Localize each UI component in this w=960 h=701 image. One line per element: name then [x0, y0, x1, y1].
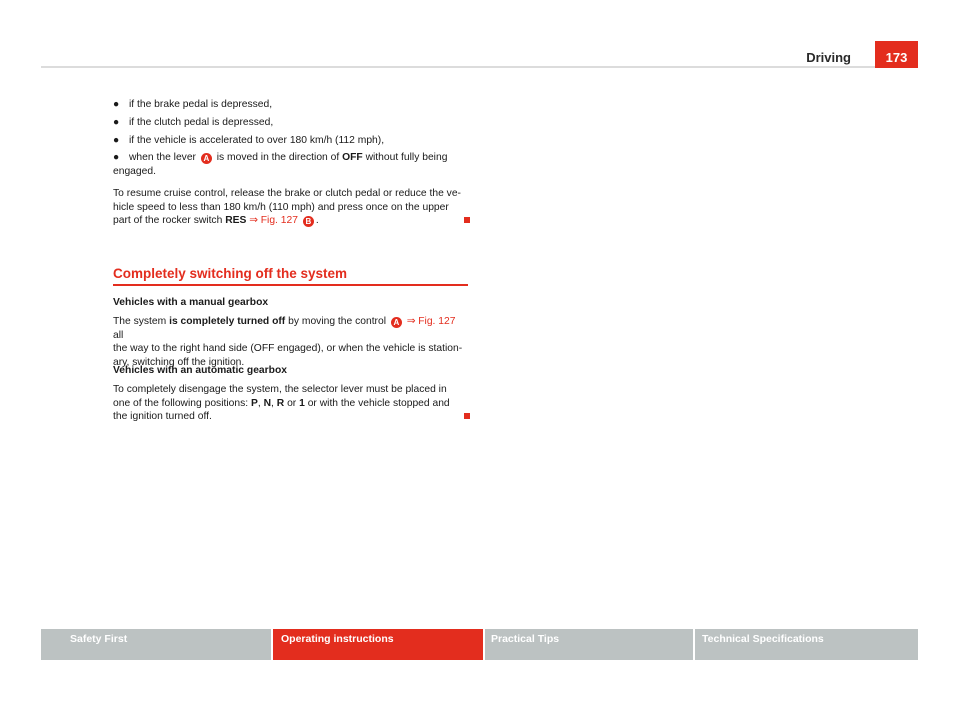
figure-link[interactable]: ⇒ Fig. 127 — [406, 316, 456, 327]
list-item: ● if the vehicle is accelerated to over 180 km/h (112 mph), — [113, 135, 385, 146]
footer-tab-operating[interactable]: Operating instructions — [273, 629, 483, 660]
end-marker — [464, 217, 470, 223]
list-item: ● if the brake pedal is depressed, — [113, 99, 273, 110]
resume-paragraph: To resume cruise control, release the brake or clutch pedal or reduce the ve- hicle speed to less than 180 km/h (110 mph) and press once on the upper part of the rocker switch RES ⇒ Fig. 127 B . — [113, 188, 461, 226]
list-item: ● when the lever A is moved in the direction of OFF without fully being engaged. — [113, 152, 448, 177]
header-rule — [41, 66, 918, 68]
section-rule — [113, 284, 468, 286]
page-number: 173 — [875, 41, 918, 68]
footer-tab-technical[interactable]: Technical Specifications — [695, 629, 918, 660]
subheading: Vehicles with a manual gearbox — [113, 297, 269, 308]
callout-badge: A — [201, 153, 212, 164]
footer-tab-safety[interactable]: Safety First — [41, 629, 271, 660]
footer-tab-practical[interactable]: Practical Tips — [485, 629, 693, 660]
figure-link[interactable]: ⇒ Fig. 127 — [249, 215, 298, 226]
list-item: ● if the clutch pedal is depressed, — [113, 117, 274, 128]
chapter-title: Driving — [806, 50, 851, 65]
callout-badge: A — [391, 317, 402, 328]
auto-paragraph: To completely disengage the system, the selector lever must be placed in one of the following positions: P, N, R or 1 or with the vehicle stopped and the ignition turned off. — [113, 384, 450, 422]
section-title: Completely switching off the system — [113, 266, 348, 281]
end-marker — [464, 413, 470, 419]
manual-paragraph: The system is completely turned off by moving the control A ⇒ Fig. 127 all the way to the right hand side (OFF engaged), or when the vehicle is station- ary, switching off the ignition. — [113, 316, 463, 368]
subheading: Vehicles with an automatic gearbox — [113, 365, 287, 376]
callout-badge: B — [303, 216, 314, 227]
